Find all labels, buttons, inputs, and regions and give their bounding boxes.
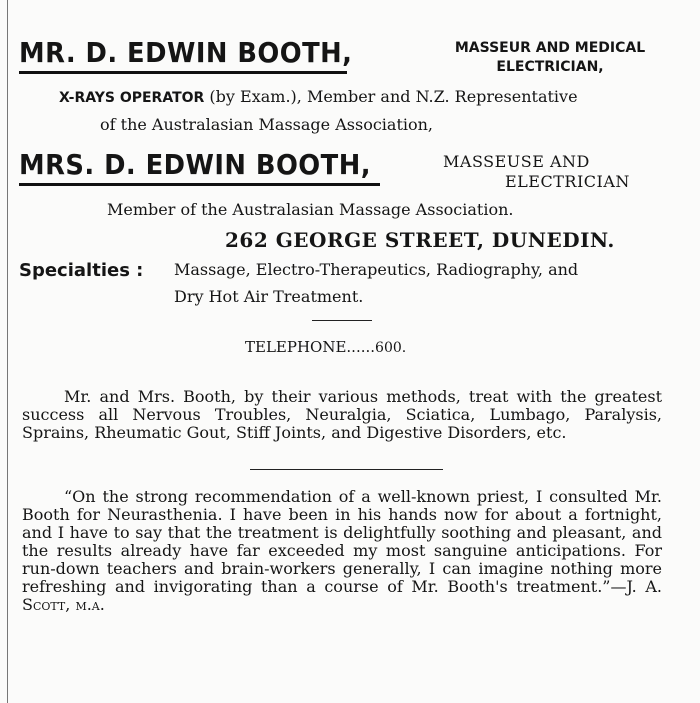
telephone-number: 600. bbox=[375, 340, 407, 356]
street-address: 262 GEORGE STREET, DUNEDIN. bbox=[225, 228, 615, 252]
divider-short bbox=[312, 320, 372, 321]
telephone-label: TELEPHONE...... bbox=[245, 338, 376, 356]
testimonial-text: “On the strong recommendation of a well-known priest, I consulted Mr. Booth for Neurasthenia. I have been in his hands now for about a fortnight, and I have to say that the treatment is delightfully soothing and pleasant, and the results already have far exceeded my most sanguine anticipations. For run-down teachers and brain-workers generally, I can imagine nothing more refreshing and invigorating than a course of Mr. Booth's treatment.”— bbox=[22, 487, 662, 596]
association-line: of the Australasian Massage Association, bbox=[100, 115, 434, 134]
specialties-label: Specialties : bbox=[19, 260, 144, 281]
mr-booth-name: MR. D. EDWIN BOOTH, bbox=[19, 36, 353, 69]
xray-operator-label: X-RAYS OPERATOR bbox=[59, 90, 205, 106]
mr-booth-underline bbox=[19, 71, 347, 74]
testimonial-paragraph bbox=[22, 488, 662, 614]
mrs-booth-membership: Member of the Australasian Massage Association. bbox=[107, 200, 514, 219]
qualification-text: (by Exam.), Member and N.Z. Representative bbox=[204, 87, 578, 106]
mrs-booth-title-line1: MASSEUSE AND bbox=[443, 152, 590, 171]
specialties-line1: Massage, Electro-Therapeutics, Radiography, and bbox=[174, 260, 579, 279]
mrs-booth-underline bbox=[19, 183, 380, 186]
mr-booth-qualification bbox=[59, 87, 578, 106]
specialties-line2: Dry Hot Air Treatment. bbox=[174, 287, 364, 306]
mr-booth-title: MASSEUR AND MEDICAL ELECTRICIAN, bbox=[454, 40, 646, 75]
testimonial-body bbox=[22, 488, 662, 614]
services-paragraph bbox=[22, 388, 662, 442]
divider-long bbox=[250, 469, 443, 470]
mrs-booth-title-line2: ELECTRICIAN bbox=[505, 172, 630, 191]
mrs-booth-name: MRS. D. EDWIN BOOTH, bbox=[19, 148, 371, 181]
services-text: Mr. and Mrs. Booth, by their various methods, treat with the greatest success all Nervous Troubles, Neuralgia, Sciatica, Lumbago, Paralysis, Sprains, Rheumatic Gout, Stiff Joints, and Digestive Disorders, etc. bbox=[22, 387, 662, 442]
page-edge-line bbox=[7, 0, 8, 703]
testimonial-signature: J. A. Scott, m.a. bbox=[22, 577, 662, 614]
telephone-line bbox=[245, 338, 406, 356]
